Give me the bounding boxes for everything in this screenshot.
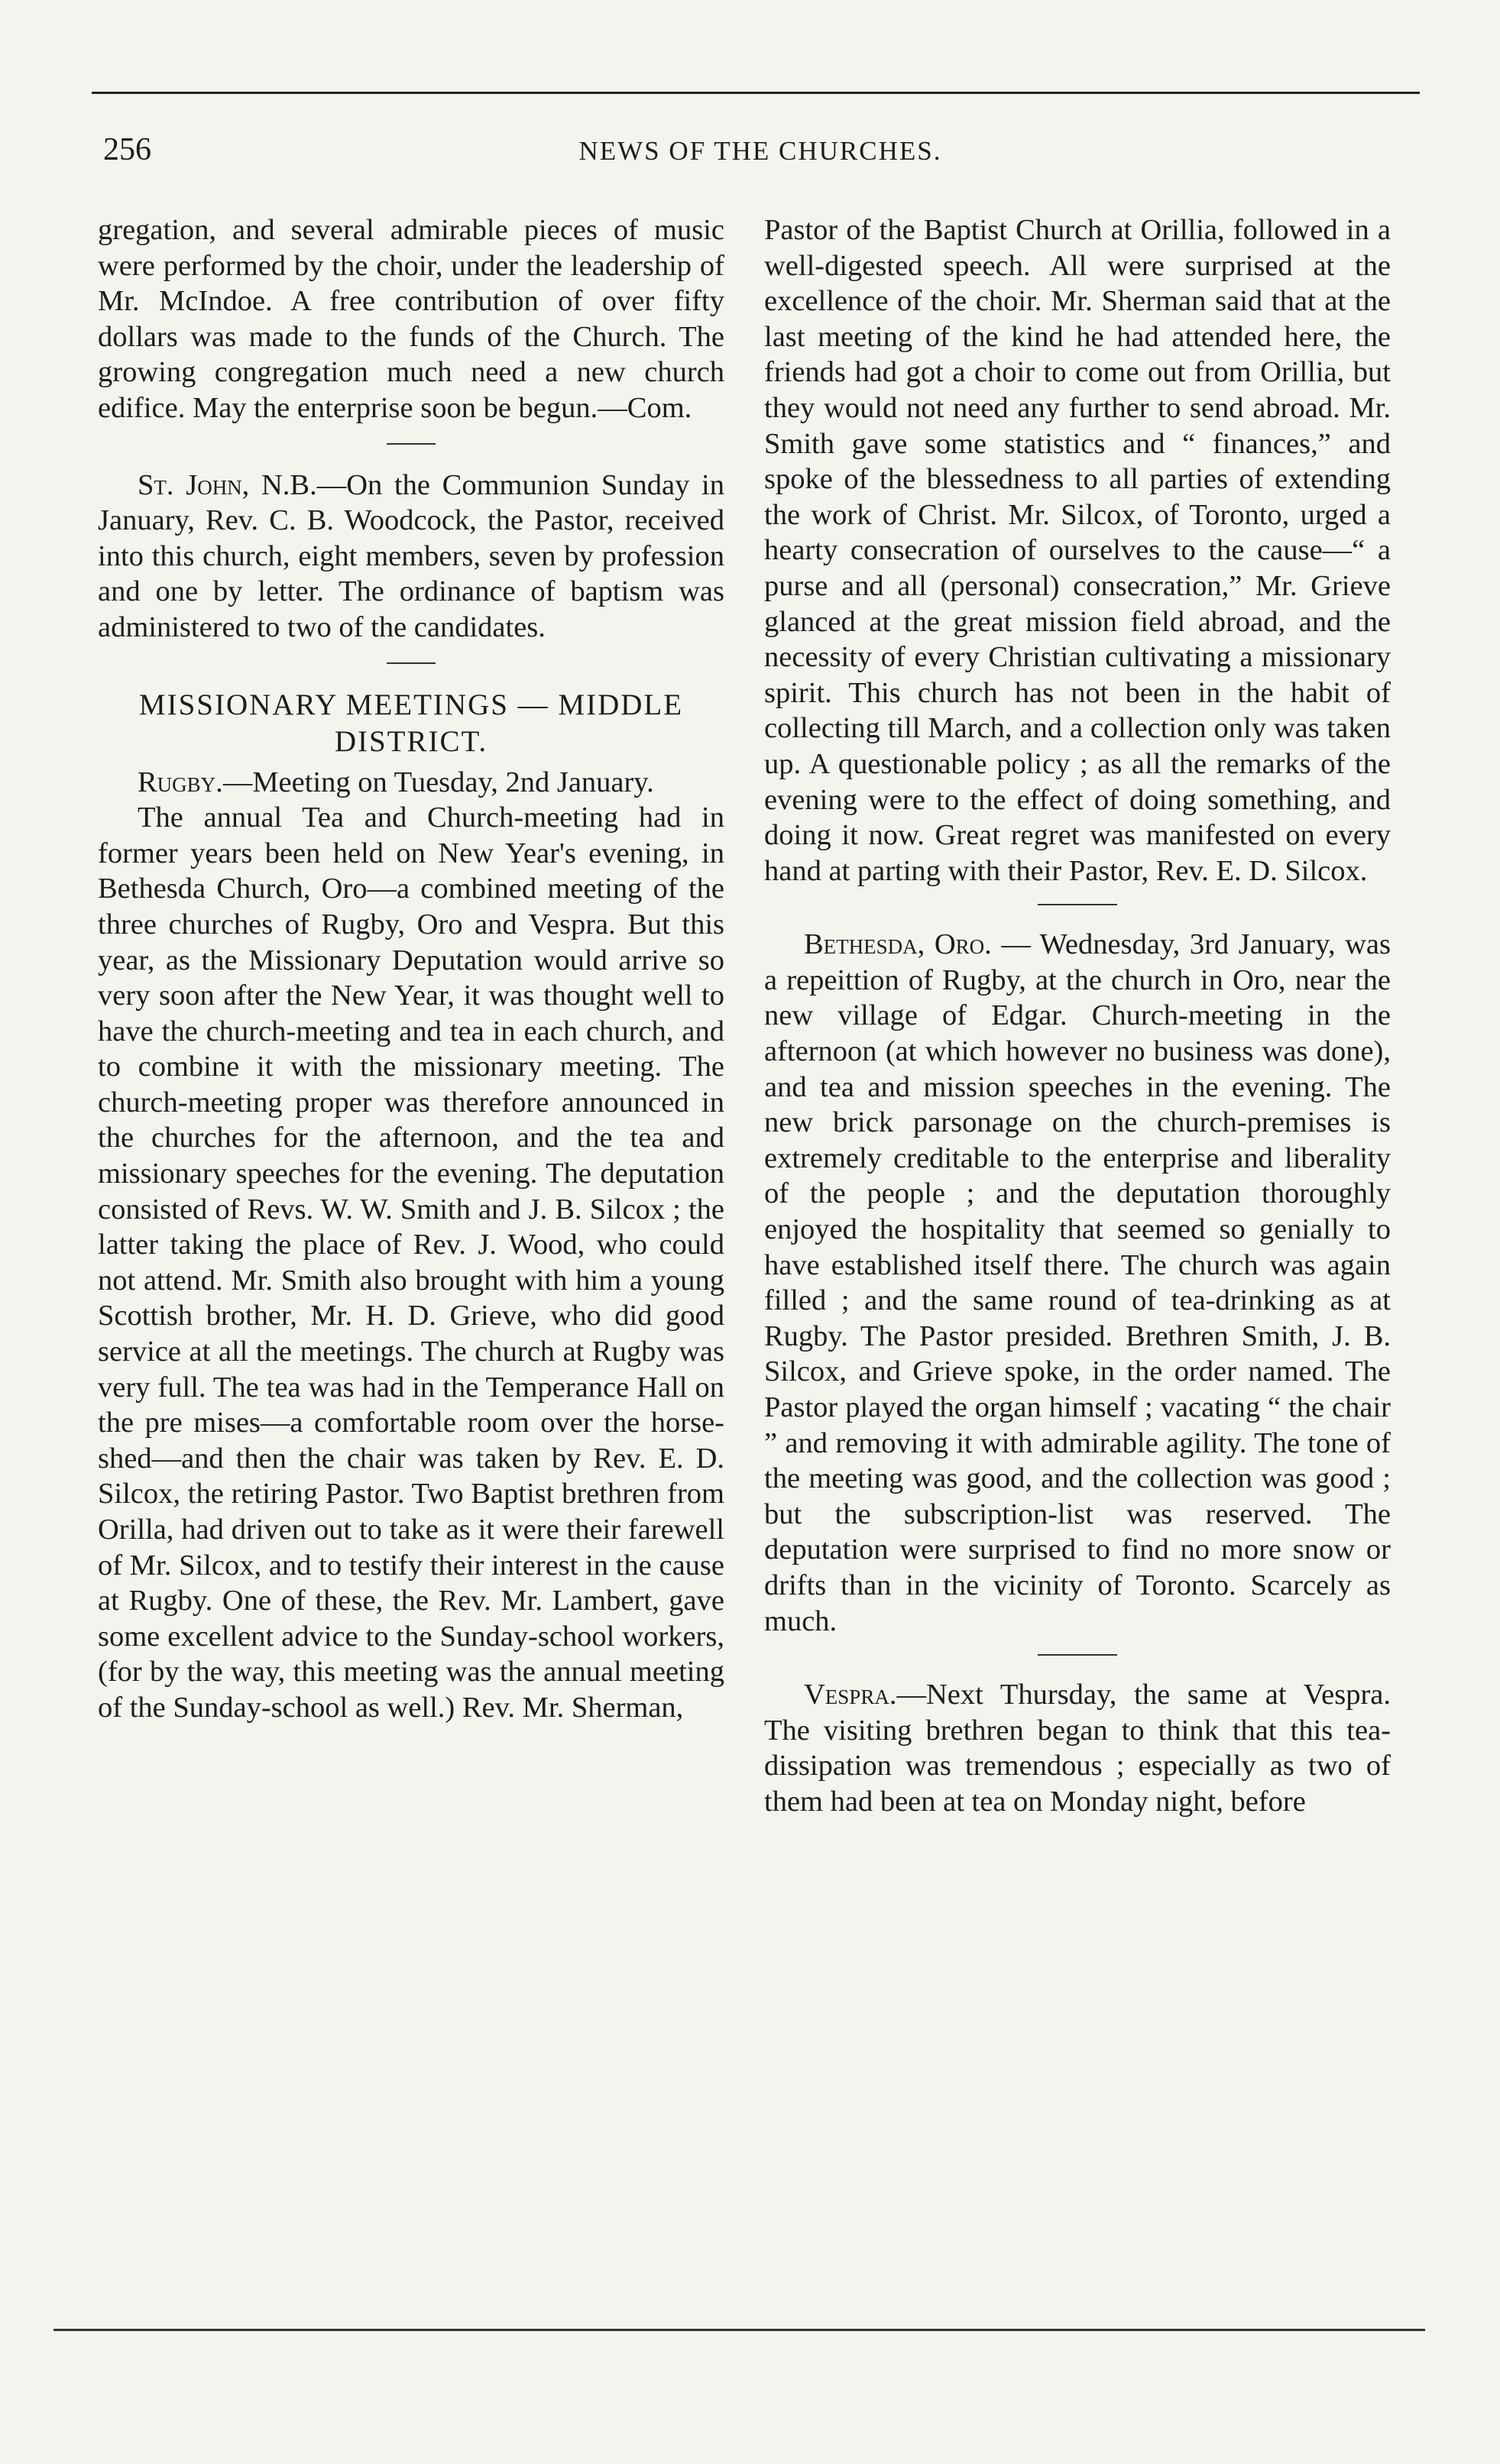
bethesda-text: — Wednesday, 3rd January, was a repeittion of Rugby, at the church in Oro, near the new village of Edgar. Church-meeting in the afternoon (at which however no business was done), and tea and mission speeches in the evening. The new brick parsonage on the church-premises is extremely creditable to the enterprise and liberality of the people ; and the deputation thoroughly enjoyed the hospitality that seemed so genially to have established itself there. The church was again filled ; and the same round of tea-drinking as at Rugby. The Pastor presided. Brethren Smith, J. B. Silcox, and Grieve spoke, in the order named. The Pastor played the organ himself ; vacating “ the chair ” and removing it with admirable agility. The tone of the meeting was good, and the collection was good ; but the subscription-list was reserved. The deputation were surprised to find no more snow or drifts than in the vicinity of Toronto. Scarcely as much. — [764, 928, 1391, 1637]
rugby-label: Rugby. — [138, 766, 223, 798]
bottom-rule — [53, 2329, 1425, 2331]
paragraph-st-john — [98, 468, 724, 646]
page-header — [103, 131, 1417, 177]
running-title: NEWS OF THE CHURCHES. — [578, 136, 942, 166]
paragraph-continuation: gregation, and several admirable pieces of music were performed by the choir, under the leadership of Mr. McIndoe. A free contribution of over fifty dollars was made to the funds of the Church. The growing congregation much need a new church edifice. May the enterprise soon be begun.—Com. — [98, 214, 724, 424]
divider — [387, 662, 436, 664]
top-rule — [92, 92, 1420, 94]
paragraph-rugby — [98, 765, 724, 801]
vespra-text: —Next Thursday, the same at Vespra. The visiting brethren began to think that this tea-dissipation was tremendous ; especially as two of them had been at tea on Monday night, before — [764, 1679, 1391, 1818]
left-column — [98, 212, 724, 1726]
st-john-text: —On the Communion Sunday in January, Rev. C. B. Woodcock, the Pastor, received into this church, eight members, seven by profession and one by letter. The ordinance of baptism was administered to two of the candidates. — [98, 468, 724, 643]
right-column — [764, 212, 1391, 1820]
section-heading: MISSIONARY MEETINGS — MIDDLE DISTRICT. — [138, 688, 684, 758]
divider — [1038, 1654, 1117, 1656]
st-john-label: St. John, N.B. — [138, 468, 317, 501]
page-number: 256 — [103, 132, 151, 167]
vespra-label: Vespra. — [804, 1679, 897, 1711]
bethesda-label: Bethesda, Oro. — [804, 928, 992, 961]
paragraph-bethesda — [764, 927, 1391, 1639]
divider — [387, 443, 436, 445]
paragraph-continuation: Pastor of the Baptist Church at Orillia, followed in a well-digested speech. All were surprised at the excellence of the choir. Mr. Sherman said that at the last meeting of the kind he had attended here, the friends had got a choir to come out from Orillia, but they would not need any further to send abroad. Mr. Smith gave some statistics and “ finances,” and spoke of the blessedness to all parties of extending the work of Christ. Mr. Silcox, of Toronto, urged a hearty consecration of ourselves to the cause—“ a purse and all (personal) consecration,” Mr. Grieve glanced at the great mission field abroad, and the necessity of every Christian cultivating a missionary spirit. This church has not been in the habit of collecting till March, and a collection only was taken up. A questionable policy ; as all the remarks of the evening were to the effect of doing something, and doing it now. Great regret was manifested on every hand at parting with their Pastor, Rev. E. D. Silcox. — [764, 214, 1391, 887]
divider — [1038, 904, 1117, 905]
paragraph-vespra — [764, 1677, 1391, 1819]
paragraph-annual-meeting: The annual Tea and Church-meeting had in former years been held on New Year's evening, in Bethesda Church, Oro—a combined meeting of the three churches of Rugby, Oro and Vespra. But this year, as the Missionary Deputation would arrive so very soon after the New Year, it was thought well to have the church-meeting and tea in each church, and to combine it with the missionary meeting. The church-meeting proper was therefore announced in the churches for the afternoon, and the tea and missionary speeches for the evening. The deputation consisted of Revs. W. W. Smith and J. B. Silcox ; the latter taking the place of Rev. J. Wood, who could not attend. Mr. Smith also brought with him a young Scottish brother, Mr. H. D. Grieve, who did good service at all the meetings. The church at Rugby was very full. The tea was had in the Temperance Hall on the pre mises—a comfortable room over the horse-shed—and then the chair was taken by Rev. E. D. Silcox, the retiring Pastor. Two Baptist brethren from Orilla, had driven out to take as it were their farewell of Mr. Silcox, and to testify their interest in the cause at Rugby. One of these, the Rev. Mr. Lambert, gave some excellent advice to the Sunday-school workers, (for by the way, this meeting was the annual meeting of the Sunday-school as well.) Rev. Mr. Sherman, — [98, 801, 724, 1724]
rugby-text: —Meeting on Tuesday, 2nd January. — [222, 766, 654, 798]
